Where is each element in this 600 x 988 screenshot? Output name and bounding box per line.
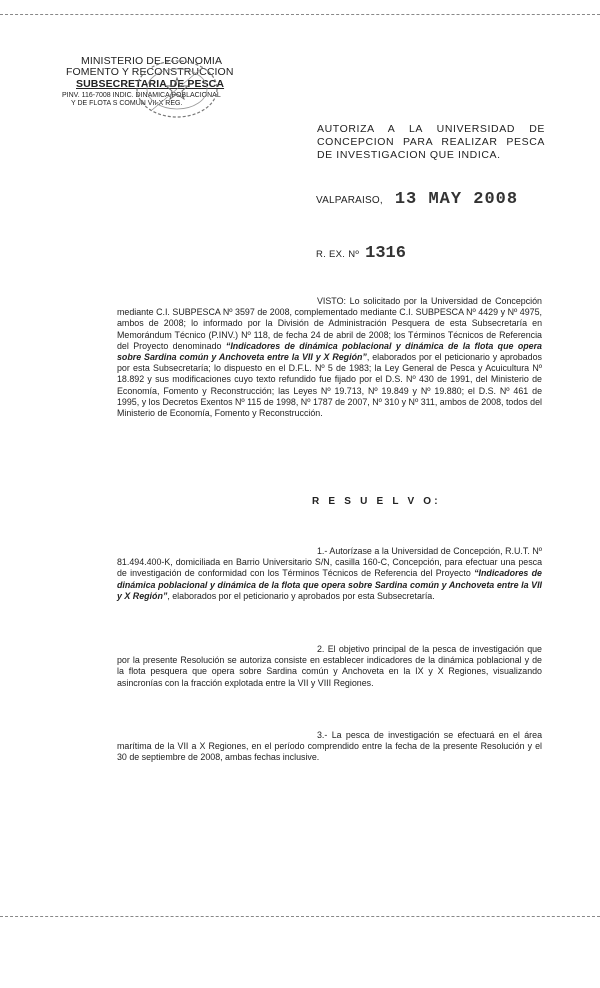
date-stamp: 13 MAY 2008: [394, 190, 519, 209]
resolution-item-2: 2. El objetivo principal de la pesca de investigación que por la presente Resolución se autoriza consiste en establecer indicadores de la dinámica poblacional y de la flota pesquera que opera sobre Sardina común y Anchoveta en la IX y X Regiones, visualizando asincronías con la fracción explotada entre la VII y VIII Regiones.: [117, 644, 542, 688]
document-subject: AUTORIZA A LA UNIVERSIDAD DE CONCEPCION PARA REALIZAR PESCA DE INVESTIGACION QUE INDICA.: [317, 123, 545, 161]
project-reference: PINV. 116-7008 INDIC. DINAMICA POBLACIONAL: [62, 92, 221, 99]
visto-project-title: “Indicadores de dinámica poblacional y dinámica de la flota que opera sobre Sardina común y Anchoveta entre la VII y X Región”: [117, 340, 542, 363]
date-label: VALPARAISO,: [316, 195, 383, 206]
ministry-name: MINISTERIO DE ECONOMIA: [81, 55, 223, 67]
ministry-subtitle: FOMENTO Y RECONSTRUCCION: [66, 66, 234, 78]
resolution-number: 1316: [365, 244, 406, 263]
resolution-item-3: 3.- La pesca de investigación se efectuará en el área marítima de la VII a X Regiones, en el período comprendido entre la fecha de la presente Resolución y el 30 de septiembre de 2008, ambas fechas inclusive.: [117, 730, 542, 763]
item1-text-1: 1.- Autorízase a la Universidad de Concepción, R.U.T. Nº 81.494.400-K, domiciliada en Barrio Universitario S/N, casilla 160-C, Concepción, para efectuar una pesca de investigación de conformidad con los Términos Técnicos de Referencia del Proyecto: [117, 546, 542, 579]
official-seal-icon: [132, 58, 222, 120]
visto-text-1: Lo solicitado por la Universidad de Concepción mediante C.I. SUBPESCA Nº 3597 de 2008, complementado mediante C.I. SUBPESCA Nº 4429 y Nº 4975, ambos de 2008; lo informado por la División de Administración Pesquera de esta Subsecretaría en Memorándum Técnico (P.INV.) Nº 118, de fecha 24 de abril de 2008; los Términos Técnicos de Referencia del Proyecto denominado: [117, 296, 542, 351]
resolution-item-1: [117, 546, 542, 602]
date-line: [316, 190, 518, 209]
item1-text-2: , elaborados por el peticionario y aprobados por esta Subsecretaría.: [167, 590, 435, 601]
resuelvo-heading: R E S U E L V O:: [312, 496, 441, 507]
project-reference-2: Y DE FLOTA S COMUN VII-X REG.: [71, 100, 183, 107]
resolution-number-line: [316, 244, 406, 263]
item1-project-title: “Indicadores de dinámica poblacional y dinámica de la flota que opera sobre Sardina común y Anchoveta entre la VII y X Región”: [117, 568, 542, 601]
scan-dashed-line-bottom: [0, 916, 600, 917]
undersecretariat-name: SUBSECRETARIA DE PESCA: [76, 78, 225, 90]
resolution-label: R. EX. Nº: [316, 249, 360, 260]
visto-paragraph: [117, 296, 542, 419]
scan-dashed-line-top: [0, 14, 600, 15]
visto-text-2: , elaborados por el peticionario y aprobados por esta Subsecretaría; lo dispuesto en el D.F.L. Nº 5 de 1983; la Ley General de Pesca y Acuicultura Nº 18.892 y sus modificaciones cuyo texto refundido fue fijado por el D.S. Nº 430 de 1991, del Ministerio de Economía, Fomento y Reconstrucción; las Leyes Nº 19.713, Nº 19.849 y Nº 19.880; el D.S. Nº 461 de 1995, y los Decretos Exentos Nº 115 de 1998, Nº 1787 de 2007, Nº 310 y Nº 311, ambos de 2008, todos del Ministerio de Economía, Fomento y Reconstrucción.: [117, 352, 542, 419]
visto-lead: VISTO:: [317, 296, 346, 306]
